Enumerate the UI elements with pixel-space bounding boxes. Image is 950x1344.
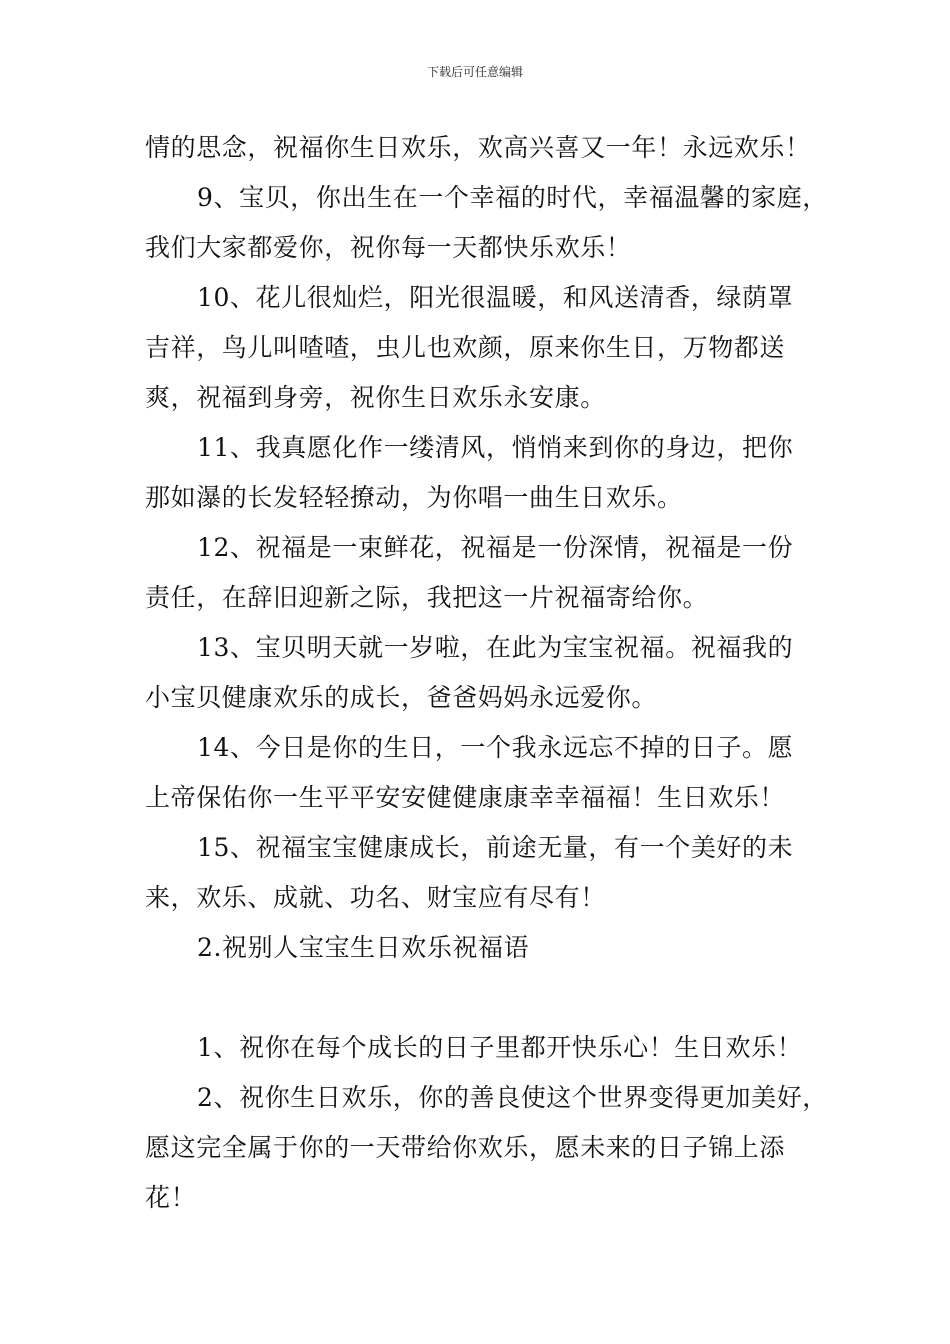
wish-10-line-2: 吉祥，鸟儿叫喳喳，虫儿也欢颜，原来你生日，万物都送 [145,333,786,362]
wish-14-line-1: 14、今日是你的生日，一个我永远忘不掉的日子。愿 [197,733,794,762]
wish-9-line-1: 9、宝贝，你出生在一个幸福的时代，幸福温馨的家庭， [197,183,828,212]
page-header: 下载后可任意编辑 [426,65,523,79]
wish-2-line-2: 愿这完全属于你的一天带给你欢乐，愿未来的日子锦上添 [145,1133,786,1162]
wish-10-line-1: 10、花儿很灿烂，阳光很温暖，和风送清香，绿荫罩 [197,283,794,312]
wish-12-line-1: 12、祝福是一束鲜花，祝福是一份深情，祝福是一份 [197,533,794,562]
wish-13-line-1: 13、宝贝明天就一岁啦，在此为宝宝祝福。祝福我的 [197,633,794,662]
wish-1-line-1: 1、祝你在每个成长的日子里都开快乐心！生日欢乐！ [197,1033,803,1062]
wish-11-line-1: 11、我真愿化作一缕清风，悄悄来到你的身边，把你 [197,433,794,462]
wish-10-line-3: 爽，祝福到身旁，祝你生日欢乐永安康。 [145,383,606,412]
wish-13-line-2: 小宝贝健康欢乐的成长，爸爸妈妈永远爱你。 [145,683,658,712]
wish-15-line-2: 来，欢乐、成就、功名、财宝应有尽有！ [145,883,606,912]
wish-9-line-2: 我们大家都爱你，祝你每一天都快乐欢乐！ [145,233,632,262]
wish-11-line-2: 那如瀑的长发轻轻撩动，为你唱一曲生日欢乐。 [145,483,683,512]
wish-12-line-2: 责任，在辞旧迎新之际，我把这一片祝福寄给你。 [145,583,709,612]
blank-line [145,973,810,1023]
section-heading: 2.祝别人宝宝生日欢乐祝福语 [197,933,530,962]
wish-15-line-1: 15、祝福宝宝健康成长，前途无量，有一个美好的未 [197,833,794,862]
wish-14-line-2: 上帝保佑你一生平平安安健健康康幸幸福福！生日欢乐！ [145,783,786,812]
wish-2-line-1: 2、祝你生日欢乐，你的善良使这个世界变得更加美好， [197,1083,828,1112]
wish-2-line-3: 花！ [145,1183,197,1212]
document-body [145,123,828,1223]
text-line: 情的思念，祝福你生日欢乐，欢高兴喜又一年！永远欢乐！ [145,133,811,162]
